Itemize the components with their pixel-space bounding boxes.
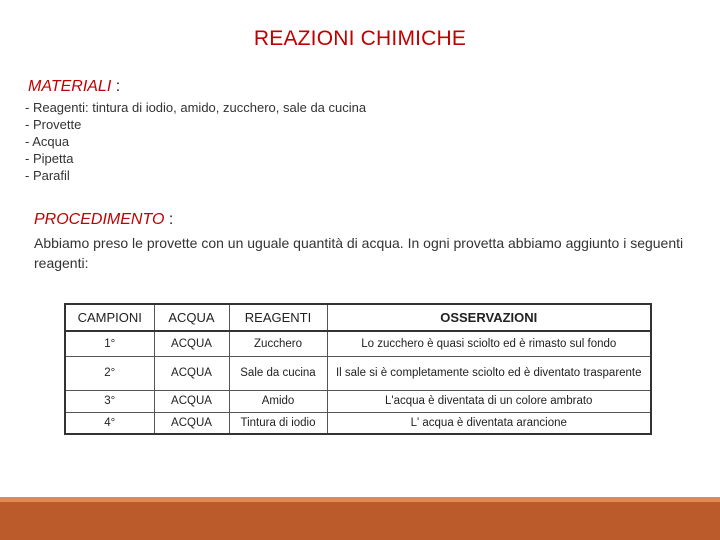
header-osservazioni: OSSERVAZIONI xyxy=(327,304,651,331)
table-row xyxy=(65,412,651,434)
cell-sample: 1° xyxy=(65,331,154,356)
table-row xyxy=(65,390,651,412)
cell-reagent: Sale da cucina xyxy=(229,356,327,390)
procedure-heading-label: PROCEDIMENTO xyxy=(34,211,165,228)
cell-observation: L'acqua è diventata di un colore ambrato xyxy=(327,390,651,412)
results-table xyxy=(64,303,652,435)
cell-observation: L' acqua è diventata arancione xyxy=(327,412,651,434)
materials-heading xyxy=(28,78,120,96)
cell-water: ACQUA xyxy=(154,412,229,434)
materials-list xyxy=(25,99,366,184)
table-row xyxy=(65,356,651,390)
header-acqua: ACQUA xyxy=(154,304,229,331)
cell-water: ACQUA xyxy=(154,356,229,390)
cell-observation: Il sale si è completamente sciolto ed è diventato trasparente xyxy=(327,356,651,390)
header-campioni: CAMPIONI xyxy=(65,304,154,331)
cell-reagent: Amido xyxy=(229,390,327,412)
footer-bar xyxy=(0,502,720,540)
cell-sample: 3° xyxy=(65,390,154,412)
cell-sample: 4° xyxy=(65,412,154,434)
cell-sample: 2° xyxy=(65,356,154,390)
cell-reagent: Zucchero xyxy=(229,331,327,356)
materials-heading-label: MATERIALI xyxy=(28,78,112,95)
materials-heading-colon: : xyxy=(111,78,121,95)
table-header-row xyxy=(65,304,651,331)
materials-item: - Acqua xyxy=(25,133,366,150)
cell-reagent: Tintura di iodio xyxy=(229,412,327,434)
materials-item: - Pipetta xyxy=(25,150,366,167)
procedure-text: Abbiamo preso le provette con un uguale quantità di acqua. In ogni provetta abbiamo aggiunto i seguenti reagenti: xyxy=(34,235,684,271)
cell-observation: Lo zucchero è quasi sciolto ed è rimasto sul fondo xyxy=(327,331,651,356)
materials-item: - Provette xyxy=(25,116,366,133)
header-reagenti: REAGENTI xyxy=(229,304,327,331)
cell-water: ACQUA xyxy=(154,390,229,412)
table-row xyxy=(65,331,651,356)
procedure-heading-colon: : xyxy=(164,211,174,228)
page-title: REAZIONI CHIMICHE xyxy=(253,27,467,50)
procedure-heading xyxy=(34,211,173,229)
cell-water: ACQUA xyxy=(154,331,229,356)
materials-item: - Reagenti: tintura di iodio, amido, zucchero, sale da cucina xyxy=(25,99,366,116)
materials-item: - Parafil xyxy=(25,167,366,184)
